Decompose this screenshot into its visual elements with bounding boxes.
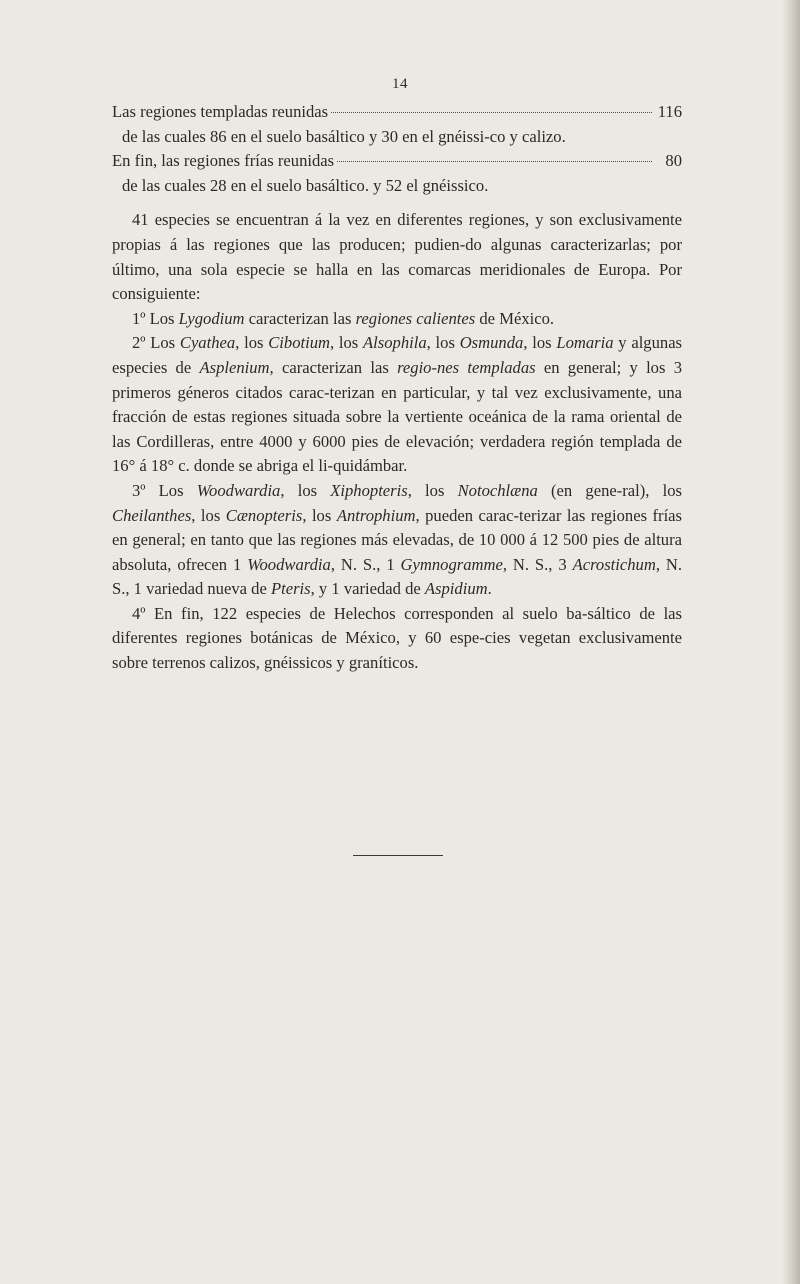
page-body — [112, 100, 682, 676]
summary-value: 80 — [665, 151, 682, 171]
dot-leader — [331, 112, 652, 113]
summary-detail: de las cuales 28 en el suelo basáltico. y 52 el gnéissico. — [122, 175, 489, 195]
paragraph-3: 3º Los Woodwardia, los Xiphopteris, los Notochlæna (en gene-ral), los Cheilanthes, los Cænopteris, los Antrophium, pueden carac-terizar las regiones frías en general; en tanto que las regiones más elevadas, de 10 000 á 12 500 pies de altura absoluta, ofrecen 1 Woodwardia, N. S., 1 Gymnogramme, N. S., 3 Acrostichum, N. S., 1 variedad nueva de Pteris, y 1 variedad de Aspidium. — [112, 480, 683, 599]
page-gutter-shadow — [782, 0, 800, 1284]
dot-leader — [337, 161, 652, 162]
summary-label: En fin, las regiones frías reunidas — [112, 151, 335, 171]
paragraph-4: 4º En fin, 122 especies de Helechos corresponden al suelo ba-sáltico de las diferentes regiones botánicas de México, y 60 espe-cies vegetan exclusivamente sobre terrenos calizos, gnéissicos y graníticos. — [112, 603, 682, 673]
page-number: 14 — [392, 76, 408, 92]
summary-entry-frias — [112, 149, 682, 174]
paragraph-2: 2º Los Cyathea, los Cibotium, los Alsophila, los Osmunda, los Lomaria y algunas especies de Asplenium, caracterizan las regio-nes templadas en general; y los 3 primeros géneros citados carac-terizan en particular, y tal vez exclusivamente, una fracción de estas regiones situada sobre la vertiente oceánica de la rama oriental de las Cordilleras, entre 4000 y 6000 pies de elevación; verdadera región templada de 16° á 18° c. donde se abriga el li-quidámbar. — [112, 333, 683, 476]
summary-entry-templadas — [112, 100, 682, 125]
summary-label: Las regiones templadas reunidas — [112, 102, 329, 121]
intro-paragraph: 41 especies se encuentran á la vez en diferentes regiones, y son exclusivamente propias á las regiones que las producen; pudien-do algunas caracterizarlas; por último, una sola especie se halla en las comarcas meridionales de Europa. Por consiguiente: — [112, 210, 682, 304]
closing-rule — [353, 855, 443, 856]
summary-value: 116 — [657, 102, 682, 121]
summary-detail: de las cuales 86 en el suelo basáltico y 30 en el gnéissi-co y calizo. — [122, 126, 566, 146]
paragraph-1: 1º Los Lygodium caracterizan las regiones calientes de México. — [132, 308, 555, 328]
